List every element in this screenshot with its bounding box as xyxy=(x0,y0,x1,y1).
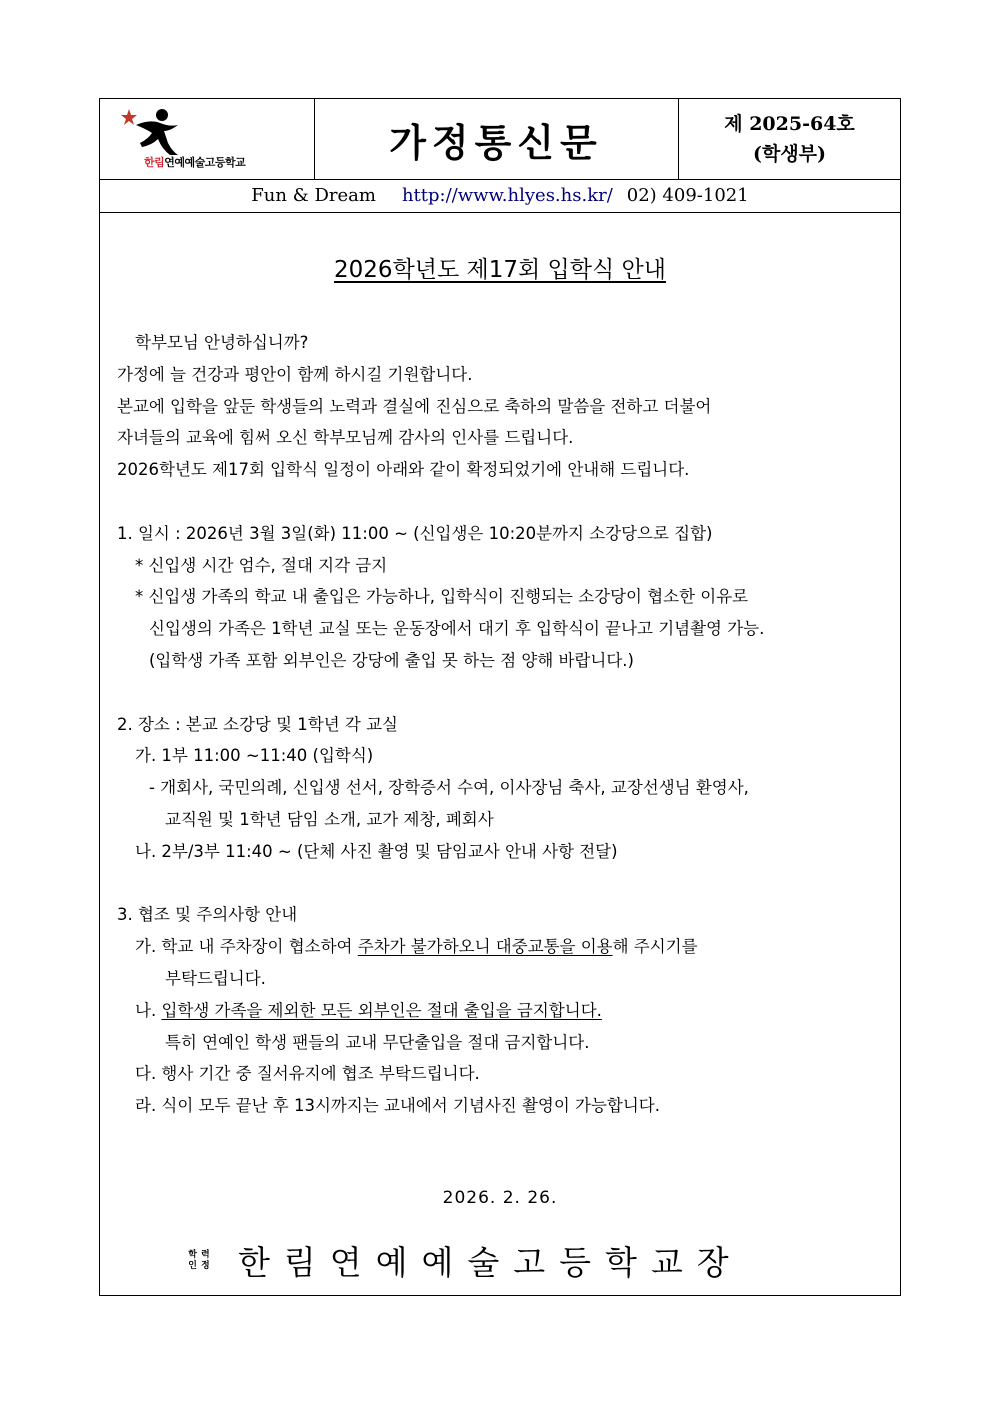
issue-number: 제 2025-64호 xyxy=(724,113,855,135)
school-logo xyxy=(100,99,315,179)
seal-char: 력 xyxy=(201,1249,210,1260)
greeting-line: 학부모님 안녕하십니까? xyxy=(135,333,309,352)
document-title-text: 2026학년도 제17회 입학식 안내 xyxy=(334,257,666,283)
section-1-date: 2026년 3월 3일(화) 11:00 ~ xyxy=(185,523,408,543)
section-3-item-text: 나. xyxy=(135,1000,162,1020)
section-2-item: 나. 2부/3부 11:40 ~ (단체 사진 촬영 및 담임교사 안내 사항 전달) xyxy=(135,841,618,861)
section-3-item: 다. 행사 기간 중 질서유지에 협조 부탁드립니다. xyxy=(135,1064,480,1084)
section-2-detail: - 개회사, 국민의례, 신입생 선서, 장학증서 수여, 이사장님 축사, 교장선생님 환영사, xyxy=(149,778,749,798)
section-3-emphasis: 주차가 불가하오니 대중교통을 이용 xyxy=(357,937,613,957)
section-1-note: * 신입생 시간 엄수, 절대 지각 금지 xyxy=(135,555,388,575)
section-3-item: 라. 식이 모두 끝난 후 13시까지는 교내에서 기념사진 촬영이 가능합니다. xyxy=(135,1096,660,1116)
seal-char: 학 xyxy=(188,1249,197,1260)
section-1-heading xyxy=(117,518,892,550)
section-3-item-text: 가. 학교 내 주차장이 협소하여 xyxy=(135,937,358,957)
section-1-note-cont: 신입생의 가족은 1학년 교실 또는 운동장에서 대기 후 입학식이 끝나고 기념촬영 가능. xyxy=(149,619,765,639)
motto: Fun & Dream xyxy=(251,185,376,206)
section-3-item-cont: 부탁드립니다. xyxy=(165,968,266,988)
section-3-item-cont: 특히 연예인 학생 팬들의 교내 무단출입을 절대 금지합니다. xyxy=(165,1032,590,1052)
greeting-line: 2026학년도 제17회 입학식 일정이 아래와 같이 확정되었기에 안내해 드립니다. xyxy=(117,460,690,480)
school-url-link[interactable]: http://www.hlyes.hs.kr/ xyxy=(401,185,613,206)
department: (학생부) xyxy=(752,143,827,165)
section-1-note: * 신입생 가족의 학교 내 출입은 가능하나, 입학식이 진행되는 소강당이 협소한 이유로 xyxy=(135,587,749,607)
accreditation-seal xyxy=(178,1250,220,1272)
newsletter-frame xyxy=(99,98,901,1296)
logo-text-red: 한림 xyxy=(144,156,165,169)
section-2-heading: 2. 장소 : 본교 소강당 및 1학년 각 교실 xyxy=(117,714,398,734)
newsletter-title-cell xyxy=(314,99,679,179)
signature-block xyxy=(178,1237,838,1284)
header-row xyxy=(100,99,900,180)
greeting-line: 가정에 늘 건강과 평안이 함께 하시길 기원합니다. xyxy=(117,364,473,384)
issue-date: 2026. 2. 26. xyxy=(442,1188,558,1208)
section-1-note: (입학생 가족 포함 외부인은 강당에 출입 못 하는 점 양해 바랍니다.) xyxy=(149,650,634,670)
seal-char: 정 xyxy=(201,1260,210,1271)
section-3-item xyxy=(117,931,892,963)
phone-number: 02) 409-1021 xyxy=(626,185,749,206)
newsletter-title: 가정통신문 xyxy=(389,119,603,165)
section-2-detail-cont: 교직원 및 1학년 담임 소개, 교가 제창, 폐회사 xyxy=(165,809,494,829)
section-2-item: 가. 1부 11:00 ~11:40 (입학식) xyxy=(135,746,374,766)
section-3-item xyxy=(117,995,892,1027)
greeting-line: 자녀들의 교육에 힘써 오신 학부모님께 감사의 인사를 드립니다. xyxy=(117,428,574,448)
issue-cell xyxy=(679,99,900,179)
subheader-row xyxy=(100,179,900,213)
letter-body xyxy=(117,327,892,1122)
seal-char: 인 xyxy=(188,1260,197,1271)
section-1-label: 1. 일시 : xyxy=(117,523,186,543)
logo-text-rest: 연예예술고등학교 xyxy=(164,156,246,169)
document-title xyxy=(100,251,900,284)
signer-name: 한림연예예술고등학교장 xyxy=(238,1243,743,1282)
section-3-item-text: 해 주시기를 xyxy=(612,937,698,957)
greeting-line: 본교에 입학을 앞둔 학생들의 노력과 결실에 진심으로 축하의 말씀을 전하고 더불어 xyxy=(117,396,712,416)
section-3-heading: 3. 협조 및 주의사항 안내 xyxy=(117,905,298,925)
section-3-emphasis: 입학생 가족을 제외한 모든 외부인은 절대 출입을 금지합니다. xyxy=(161,1000,602,1020)
school-logo-text xyxy=(144,154,245,170)
school-logo-icon xyxy=(120,105,182,157)
section-1-gather-note: (신입생은 10:20분까지 소강당으로 집합) xyxy=(407,523,713,543)
